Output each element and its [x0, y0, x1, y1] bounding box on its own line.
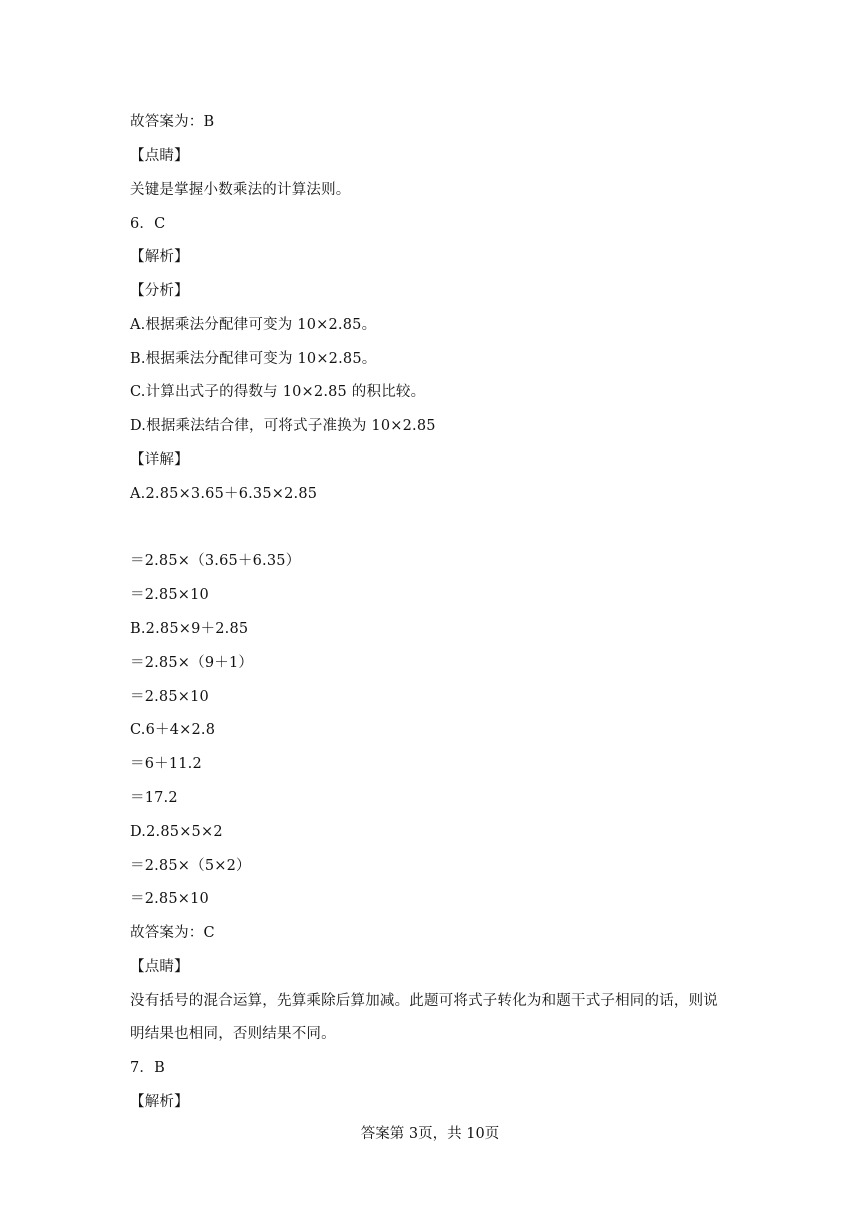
calc-line: ＝2.85×（3.65＋6.35）: [130, 553, 301, 569]
analysis-line: D.根据乘法结合律，可将式子准换为 10×2.85: [130, 418, 436, 434]
question-number: 7．B: [130, 1060, 165, 1076]
section-heading-detail: 【详解】: [130, 452, 189, 468]
answer-line: 故答案为：B: [130, 114, 215, 130]
section-heading-explanation: 【解析】: [130, 249, 189, 265]
calc-line: ＝6＋11.2: [130, 756, 202, 772]
section-heading-analysis: 【分析】: [130, 283, 189, 299]
calc-line: ＝2.85×（9＋1）: [130, 655, 254, 671]
section-heading-comment: 【点睛】: [130, 959, 189, 975]
comment-text: 明结果也相同，否则结果不同。: [130, 1026, 336, 1042]
calc-line: ＝2.85×10: [130, 587, 209, 603]
calc-line: A.2.85×3.65＋6.35×2.85: [130, 486, 318, 502]
calc-line: B.2.85×9＋2.85: [130, 621, 249, 637]
section-heading-comment: 【点睛】: [130, 148, 189, 164]
section-heading-explanation: 【解析】: [130, 1094, 189, 1110]
calc-line: ＝2.85×（5×2）: [130, 858, 251, 874]
analysis-line: A.根据乘法分配律可变为 10×2.85。: [130, 317, 377, 333]
calc-line: ＝2.85×10: [130, 891, 209, 907]
comment-text: 关键是掌握小数乘法的计算法则。: [130, 182, 351, 198]
comment-text: 没有括号的混合运算，先算乘除后算加减。此题可将式子转化为和题干式子相同的话，则说: [130, 993, 718, 1009]
page-footer: 答案第 3页，共 10页: [360, 1126, 500, 1142]
calc-line: ＝2.85×10: [130, 689, 209, 705]
analysis-line: C.计算出式子的得数与 10×2.85 的积比较。: [130, 384, 426, 400]
calc-line: D.2.85×5×2: [130, 824, 223, 840]
calc-line: ＝17.2: [130, 790, 178, 806]
answer-line: 故答案为：C: [130, 925, 215, 941]
question-number: 6．C: [130, 216, 166, 232]
analysis-line: B.根据乘法分配律可变为 10×2.85。: [130, 351, 377, 367]
calc-line: C.6＋4×2.8: [130, 722, 216, 738]
